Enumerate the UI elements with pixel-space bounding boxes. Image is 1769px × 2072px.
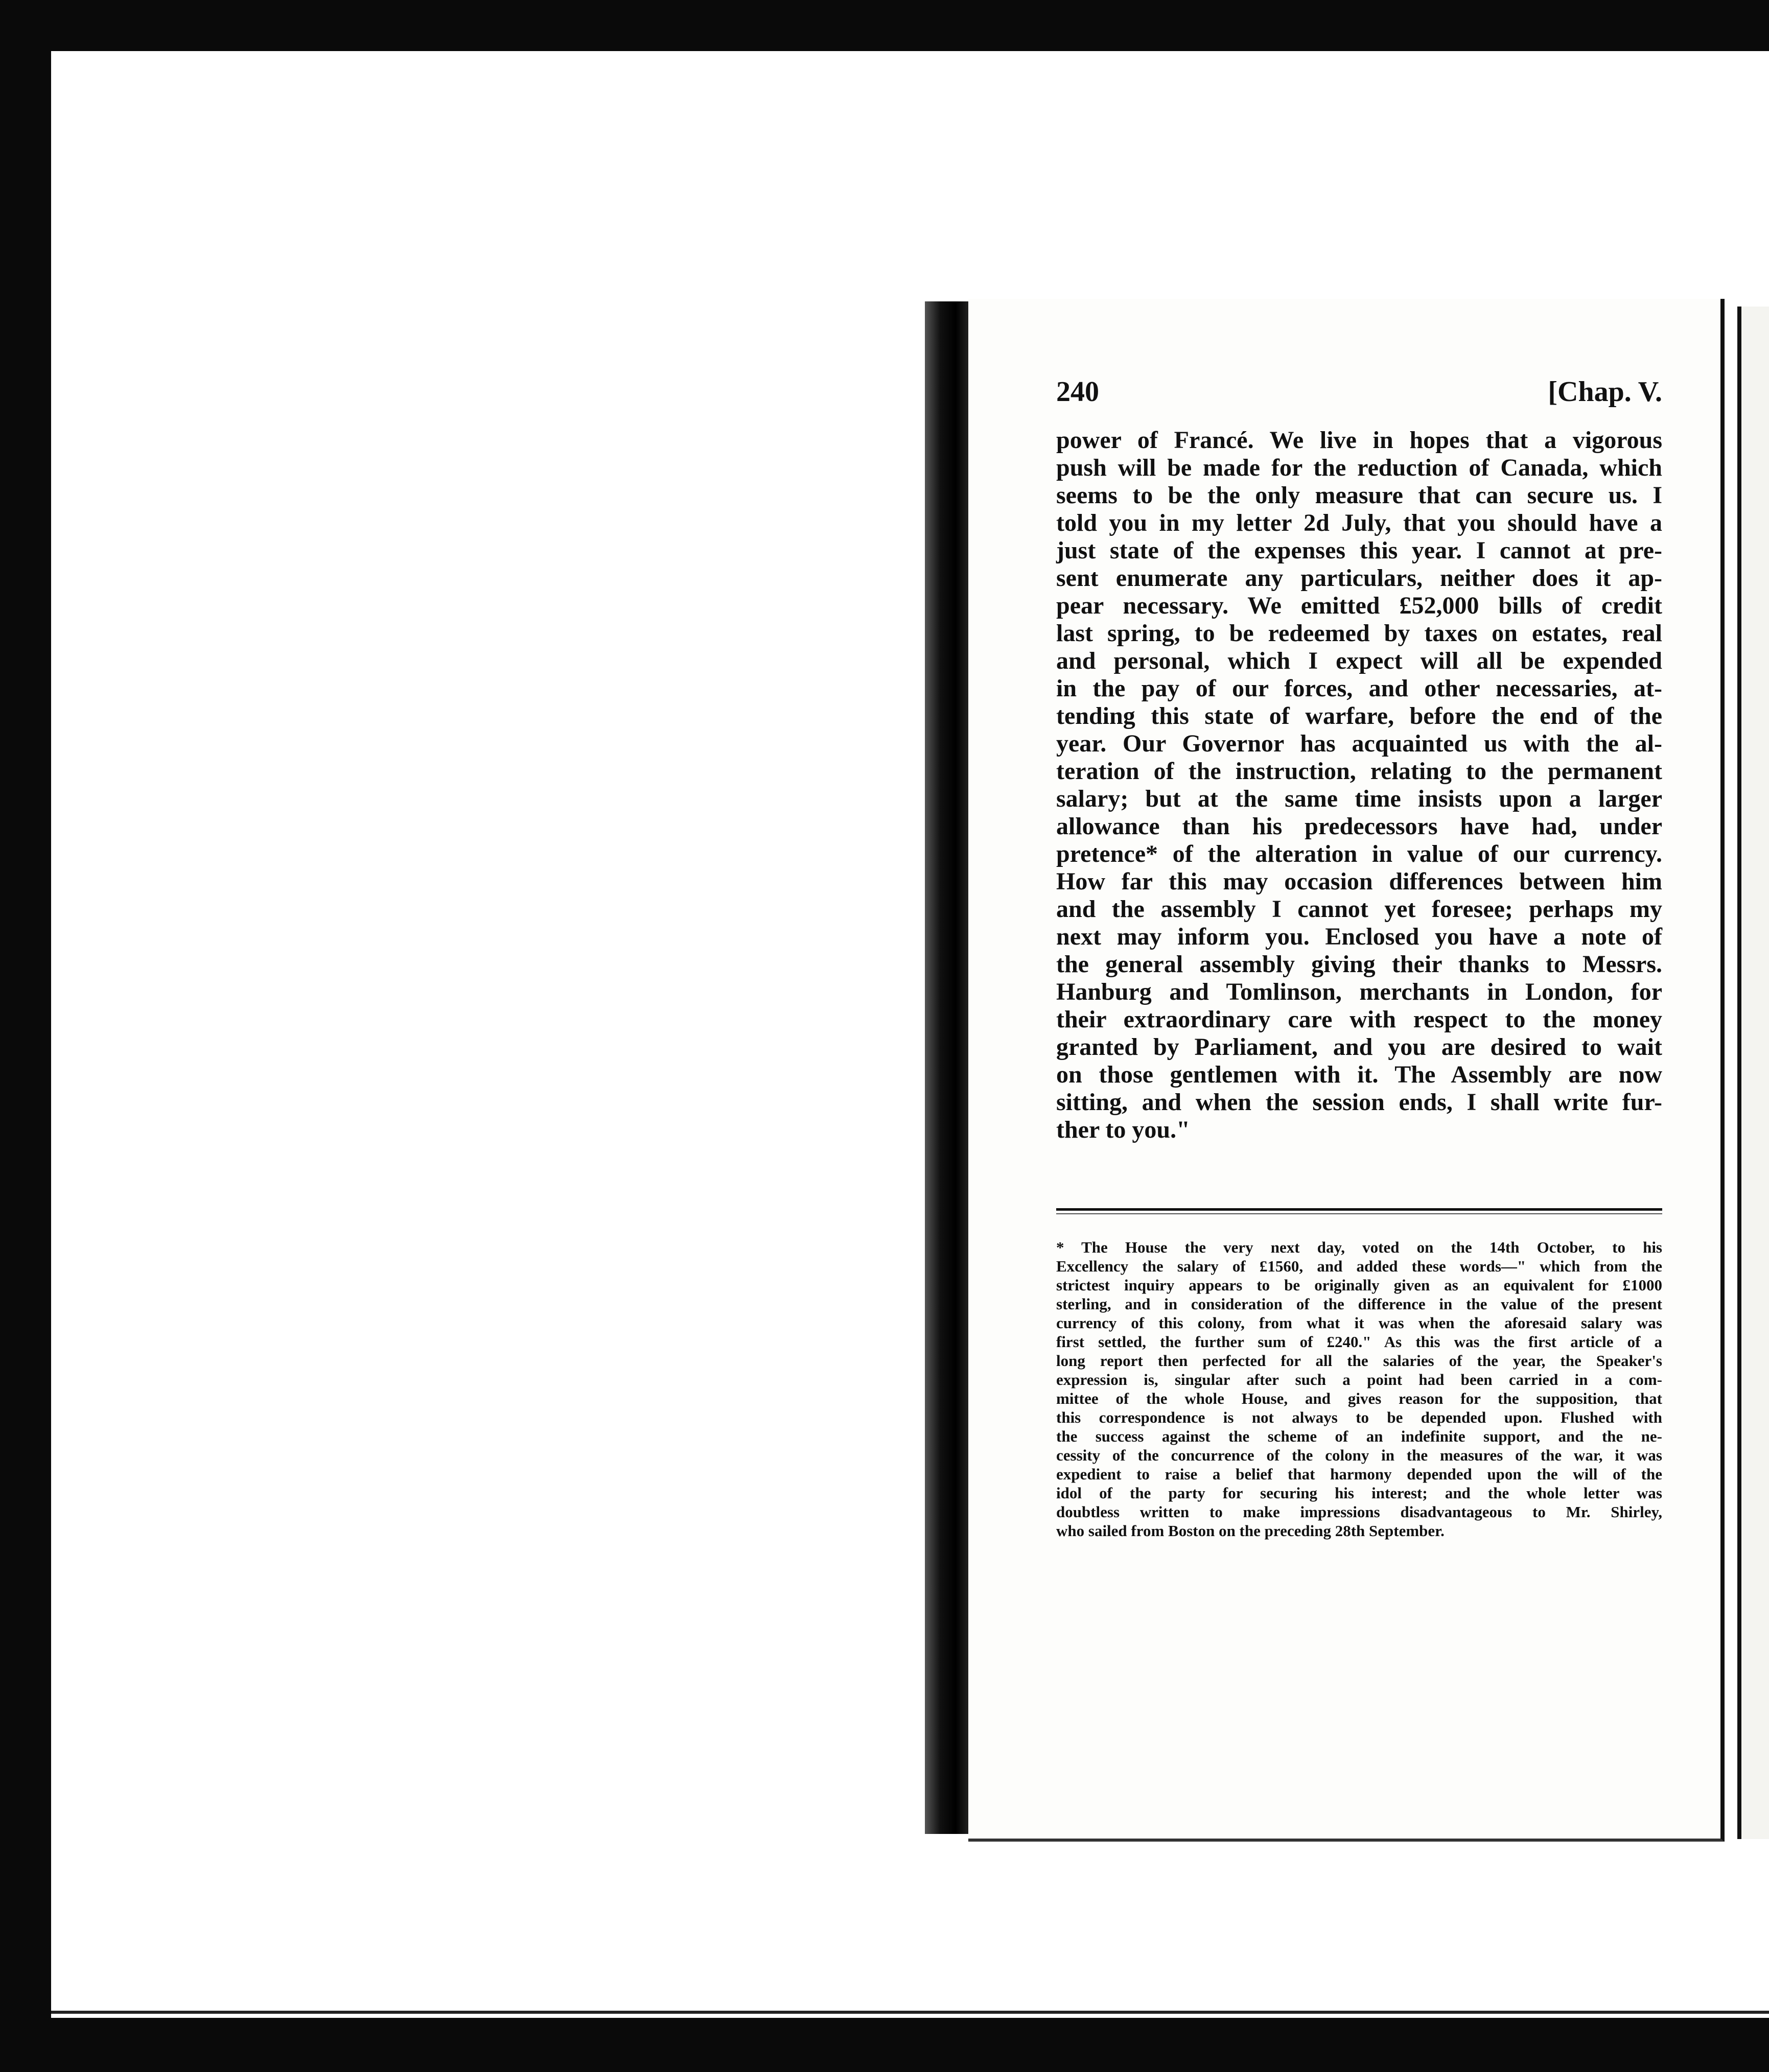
body-line: Hanburg and Tomlinson, merchants in London, for xyxy=(1056,978,1662,1005)
film-frame-left xyxy=(0,0,51,2072)
footnote-line: cessity of the concurrence of the colony in the measures of the war, it was xyxy=(1056,1446,1662,1464)
body-line: salary; but at the same time insists upon a larger xyxy=(1056,785,1662,812)
footnote-line: who sailed from Boston on the preceding 28th September. xyxy=(1056,1522,1445,1540)
body-line: year. Our Governor has acquainted us with the al- xyxy=(1056,730,1662,757)
page-number: 240 xyxy=(1056,376,1099,408)
page-header xyxy=(1056,375,1662,416)
film-frame-divider xyxy=(51,2011,1769,2014)
body-line: and the assembly I cannot yet foresee; perhaps my xyxy=(1056,896,1662,923)
body-line: teration of the instruction, relating to the permanent xyxy=(1056,758,1662,785)
body-line: power of Francé. We live in hopes that a vigorous xyxy=(1056,427,1662,454)
footnote-line: strictest inquiry appears to be originally given as an equivalent for £1000 xyxy=(1056,1276,1662,1294)
footnote-line: idol of the party for securing his interest; and the whole letter was xyxy=(1056,1484,1662,1502)
body-line: their extraordinary care with respect to the money xyxy=(1056,1006,1662,1033)
body-line: How far this may occasion differences between him xyxy=(1056,868,1662,895)
body-line: last spring, to be redeemed by taxes on estates, real xyxy=(1056,620,1662,647)
footnote-line: expedient to raise a belief that harmony depended upon the will of the xyxy=(1056,1465,1662,1483)
footnote-line: expression is, singular after such a point had been carried in a com- xyxy=(1056,1371,1662,1388)
body-line: tending this state of warfare, before the end of the xyxy=(1056,702,1662,729)
footnote-line: first settled, the further sum of £240." As this was the first article of a xyxy=(1056,1333,1662,1351)
body-line: allowance than his predecessors have had, under xyxy=(1056,813,1662,840)
film-frame-bottom xyxy=(0,2018,1769,2072)
footnote xyxy=(1056,1238,1662,1540)
body-line: in the pay of our forces, and other necessaries, at- xyxy=(1056,675,1662,702)
body-text xyxy=(1056,427,1662,1144)
footnote-line: Excellency the salary of £1560, and added these words—" which from the xyxy=(1056,1257,1662,1275)
body-line: ther to you." xyxy=(1056,1116,1190,1143)
footnote-line: the success against the scheme of an indefinite support, and the ne- xyxy=(1056,1427,1662,1445)
footnote-line: mittee of the whole House, and gives reason for the supposition, that xyxy=(1056,1390,1662,1407)
body-line: just state of the expenses this year. I cannot at pre- xyxy=(1056,537,1662,564)
body-line: push will be made for the reduction of Canada, which xyxy=(1056,454,1662,481)
footnote-rule xyxy=(1056,1208,1662,1211)
body-line: pretence* of the alteration in value of our currency. xyxy=(1056,840,1662,867)
film-frame-top xyxy=(0,0,1769,51)
footnote-line: sterling, and in consideration of the difference in the value of the present xyxy=(1056,1295,1662,1313)
footnote-line: doubtless written to make impressions disadvantageous to Mr. Shirley, xyxy=(1056,1503,1662,1521)
body-line: next may inform you. Enclosed you have a note of xyxy=(1056,923,1662,950)
book-page xyxy=(968,299,1725,1842)
running-head: [Chap. V. xyxy=(1548,376,1662,408)
footnote-line: this correspondence is not always to be depended upon. Flushed with xyxy=(1056,1408,1662,1426)
facing-page-edge xyxy=(1737,307,1769,1839)
body-line: told you in my letter 2d July, that you should have a xyxy=(1056,509,1662,536)
body-line: and personal, which I expect will all be expended xyxy=(1056,647,1662,674)
body-line: the general assembly giving their thanks to Messrs. xyxy=(1056,951,1662,978)
footnote-line: * The House the very next day, voted on the 14th October, to his xyxy=(1056,1238,1662,1256)
body-line: seems to be the only measure that can secure us. I xyxy=(1056,482,1662,509)
footnote-line: currency of this colony, from what it was when the aforesaid salary was xyxy=(1056,1314,1662,1332)
body-line: on those gentlemen with it. The Assembly are now xyxy=(1056,1061,1662,1088)
body-line: sent enumerate any particulars, neither does it ap- xyxy=(1056,564,1662,592)
body-line: granted by Parliament, and you are desired to wait xyxy=(1056,1033,1662,1061)
body-line: pear necessary. We emitted £52,000 bills of credit xyxy=(1056,592,1662,619)
footnote-line: long report then perfected for all the salaries of the year, the Speaker's xyxy=(1056,1352,1662,1370)
body-line: sitting, and when the session ends, I shall write fur- xyxy=(1056,1089,1662,1116)
footnote-rule-thin xyxy=(1056,1213,1662,1214)
